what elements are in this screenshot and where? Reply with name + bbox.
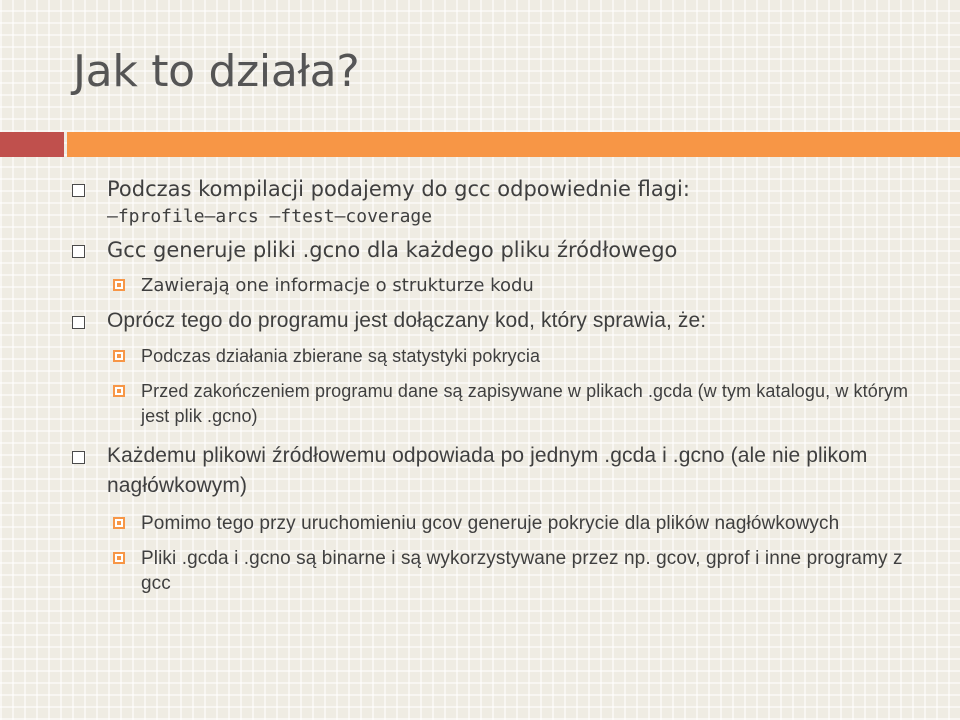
code-flags: –fprofile–arcs –ftest–coverage <box>107 206 433 227</box>
orange-square-bullet-icon <box>113 552 125 564</box>
hollow-square-icon <box>72 451 85 464</box>
sub-bullet-item <box>0 273 960 298</box>
bullet-text: Przed zakończeniem programu dane są zapisywane w plikach .gcda (w tym katalogu, w którym jest plik .gcno) <box>141 381 909 426</box>
bullet-item <box>0 306 960 336</box>
bullet-text: Każdemu plikowi źródłowemu odpowiada po jednym .gcda i .gcno (ale nie plikom nagłówkowym) <box>107 444 868 497</box>
sub-bullet-item <box>0 546 960 596</box>
bullet-text: Pomimo tego przy uruchomieniu gcov generuje pokrycie dla plików nagłówkowych <box>141 513 840 534</box>
bullet-text: Zawierają one informacje o strukturze kodu <box>141 275 534 296</box>
orange-square-bullet-icon <box>113 350 125 362</box>
sub-bullet-item <box>0 379 960 429</box>
bullet-item <box>0 174 960 230</box>
bullet-text: Pliki .gcda i .gcno są binarne i są wykorzystywane przez np. gcov, gprof i inne programy z gcc <box>141 548 903 594</box>
hollow-square-icon <box>72 245 85 258</box>
bullet-list <box>0 170 960 596</box>
sub-bullet-item <box>0 344 960 369</box>
bullet-item <box>0 235 960 265</box>
orange-square-bullet-icon <box>113 279 125 291</box>
hollow-square-icon <box>72 316 85 329</box>
sub-bullet-item <box>0 511 960 536</box>
bullet-text: Podczas kompilacji podajemy do gcc odpowiednie flagi: <box>107 177 690 201</box>
accent-bar-red <box>0 132 64 157</box>
orange-square-bullet-icon <box>113 517 125 529</box>
bullet-text: Podczas działania zbierane są statystyki pokrycia <box>141 346 541 366</box>
accent-bar-orange <box>67 132 960 157</box>
bullet-item <box>0 441 960 501</box>
hollow-square-icon <box>72 184 85 197</box>
slide-title: Jak to działa? <box>73 46 360 97</box>
orange-square-bullet-icon <box>113 385 125 397</box>
bullet-text: Gcc generuje pliki .gcno dla każdego pliku źródłowego <box>107 238 678 262</box>
bullet-text: Oprócz tego do programu jest dołączany kod, który sprawia, że: <box>107 309 707 332</box>
